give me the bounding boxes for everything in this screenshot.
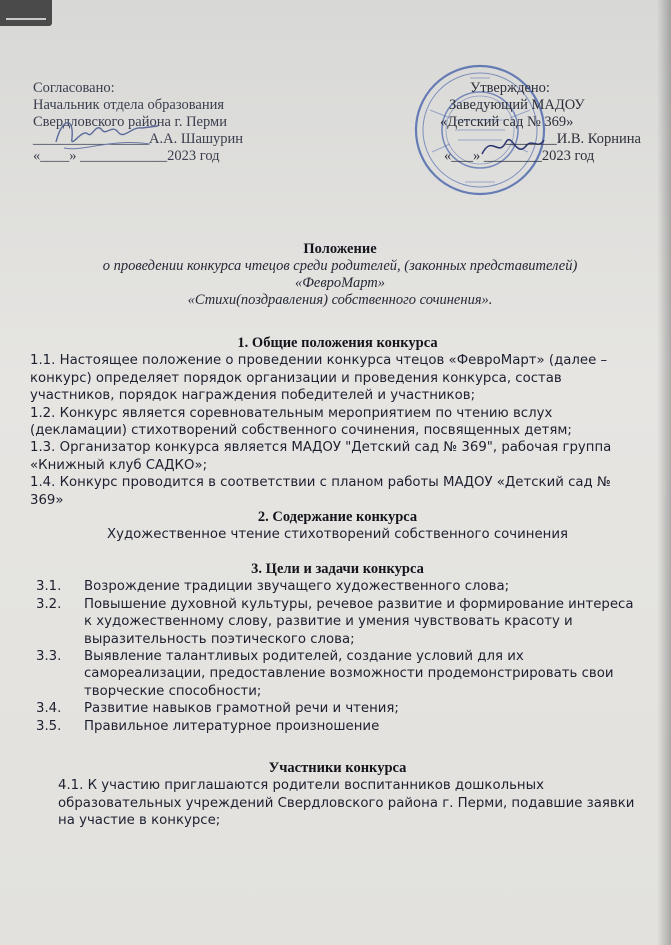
page-edge-shadow (657, 0, 671, 945)
list-item-number: 3.1. (36, 579, 62, 595)
approved-date: «___» ________2023 год (444, 148, 595, 164)
contest-name: «ФевроМарт» (294, 275, 386, 291)
list-item (30, 578, 645, 595)
approver-district: Свердловского района г. Перми (33, 114, 227, 130)
approval-block-right (436, 80, 641, 165)
document-subtitle: о проведении конкурса чтецов среди родителей, (законных представителей) (102, 258, 578, 274)
list-item-text: Развитие навыков грамотной речи и чтения; (84, 701, 399, 717)
paragraph-1-3: 1.3. Организатор конкурса является МАДОУ "Детский сад № 369", рабочая группа «Книжный клуб САДКО»; (30, 440, 612, 473)
section-4-heading: Участники конкурса (268, 759, 407, 776)
paragraph-1-4: 1.4. Конкурс проводится в соответствии с планом работы МАДОУ «Детский сад № 369» (30, 475, 611, 508)
paragraph-1-2: 1.2. Конкурс является соревновательным мероприятием по чтению вслух (декламации) стихотворений собственного сочинения, посвященных детям; (30, 405, 572, 439)
section-3-heading: 3. Цели и задачи конкурса (251, 560, 424, 577)
list-item (30, 718, 645, 735)
goals-list (30, 578, 645, 735)
paragraph-4-1: 4.1. К участию приглашаются родители воспитанников дошкольных образовательных учреждений Свердловского района г. Перми, подавшие заявки на участие в конкурсе; (58, 778, 635, 829)
list-item-text: Выявление талантливых родителей, создание условий для их самореализации, предоставление возможности продемонстрировать свои творческие способности; (84, 648, 614, 699)
institution-name: «Детский сад № 369» (440, 114, 574, 130)
document-body (30, 335, 645, 830)
approver-position: Начальник отдела образования (33, 97, 225, 113)
list-item-text: Правильное литературное произношение (84, 718, 380, 734)
document-title: Положение (303, 241, 377, 257)
list-item-text: Повышение духовной культуры, речевое развитие и формирование интереса к художественному слову, развитие и умения чувствовать красоту и выразительность поэтического слова; (84, 596, 634, 647)
section-2-text: Художественное чтение стихотворений собственного сочинения (107, 527, 568, 543)
approval-label: Согласовано: (33, 80, 115, 96)
list-item (30, 648, 645, 700)
list-item-number: 3.2. (36, 596, 62, 612)
approval-date: «____» ____________2023 год (33, 148, 220, 164)
head-name: _______И.В. Корнина (506, 131, 641, 147)
section-2-heading: 2. Содержание конкурса (257, 509, 418, 526)
approved-label: Утверждено: (470, 80, 550, 96)
section-1-heading: 1. Общие положения конкурса (237, 335, 438, 351)
contest-theme: «Стихи(поздравления) собственного сочинения». (187, 292, 493, 308)
corner-tab (0, 0, 52, 26)
approver-name: ________________А.А. Шашурин (33, 131, 244, 147)
signature-left-icon (52, 108, 162, 158)
head-position: Заведующий МАДОУ (449, 97, 585, 113)
list-item-text: Возрождение традиции звучащего художественного слова; (84, 579, 510, 595)
paragraph-1-1: 1.1. Настоящее положение о проведении конкурса чтецов «ФевроМарт» (далее – конкурс) определяет порядок организации и проведения конкурса, состав участников, порядок награждения победителей и участников; (30, 353, 608, 404)
list-item (30, 596, 645, 648)
list-item-number: 3.5. (36, 718, 62, 734)
list-item-number: 3.3. (36, 648, 62, 664)
list-item-number: 3.4. (36, 701, 62, 717)
list-item (30, 700, 645, 717)
document-title-block (40, 241, 640, 309)
